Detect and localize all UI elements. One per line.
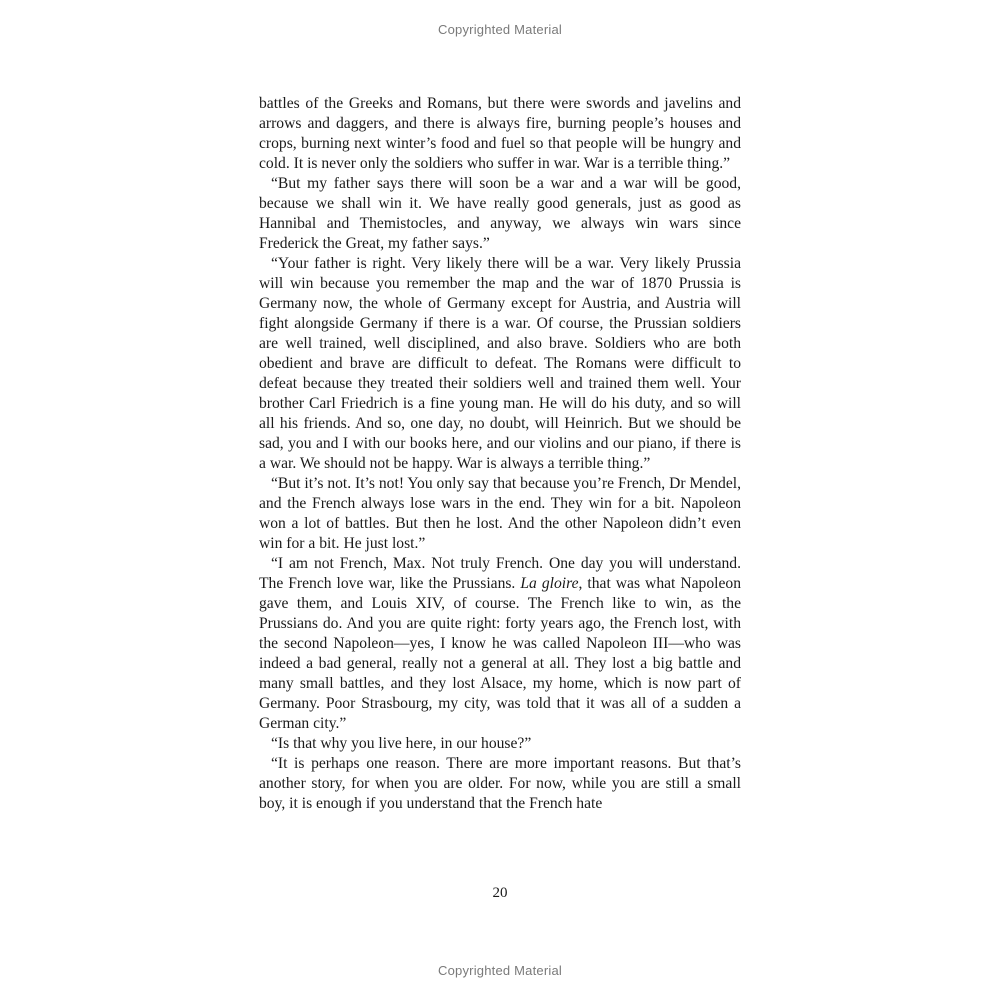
paragraph-5-italic: La gloire [520, 575, 579, 592]
paragraph-6: “Is that why you live here, in our house?” [271, 735, 532, 752]
page-number: 20 [492, 885, 508, 901]
paragraph-1: battles of the Greeks and Romans, but there were swords and javelins and arrows and daggers, and there is always fire, burning people’s houses and crops, burning next winter’s food and fuel so that people will be hungry and cold. It is never only the soldiers who suffer in war. War is a terrible thing.” [259, 95, 741, 172]
paragraph-2: “But my father says there will soon be a war and a war will be good, because we shall win it. We have really good generals, just as good as Hannibal and Themistocles, and anyway, we always win wars since Frederick the Great, my father says.” [259, 175, 741, 252]
paragraph-5-before: “I am not French, Max. Not truly French. One day you will understand. The French love war, like the Prussians. [259, 555, 741, 592]
paragraph-4: “But it’s not. It’s not! You only say that because you’re French, Dr Mendel, and the French always lose wars in the end. They win for a bit. Napoleon won a lot of battles. But then he lost. And the other Napoleon didn’t even win for a bit. He just lost.” [259, 475, 741, 552]
paragraph-5 [259, 554, 741, 734]
copyright-watermark-top: Copyrighted Material [438, 22, 562, 37]
paragraph-5-after: , that was what Napoleon gave them, and Louis XIV, of course. The French like to win, as the Prussians do. And you are quite right: forty years ago, the French lost, with the second Napoleon—yes, I know he was called Napoleon III—who was indeed a bad general, really not a general at all. They lost a big battle and many small battles, and they lost Alsace, my home, which is now part of Germany. Poor Strasbourg, my city, was told that it was all of a sudden a German city.” [259, 575, 741, 732]
paragraph-3: “Your father is right. Very likely there will be a war. Very likely Prussia will win because you remember the map and the war of 1870 Prussia is Germany now, the whole of Germany except for Austria, and Austria will fight alongside Germany if there is a war. Of course, the Prussian soldiers are well trained, well disciplined, and also brave. Soldiers who are both obedient and brave are difficult to defeat. The Romans were difficult to defeat because they treated their soldiers well and trained them well. Your brother Carl Friedrich is a fine young man. He will do his duty, and so will all his friends. And so, one day, no doubt, will Heinrich. But we should be sad, you and I with our books here, and our violins and our piano, if there is a war. We should not be happy. War is always a terrible thing.” [259, 255, 741, 472]
paragraph-7: “It is perhaps one reason. There are more important reasons. But that’s another story, for when you are older. For now, while you are still a small boy, it is enough if you understand that the French hate [259, 755, 741, 812]
copyright-watermark-bottom: Copyrighted Material [438, 963, 562, 978]
page-body [259, 94, 741, 814]
